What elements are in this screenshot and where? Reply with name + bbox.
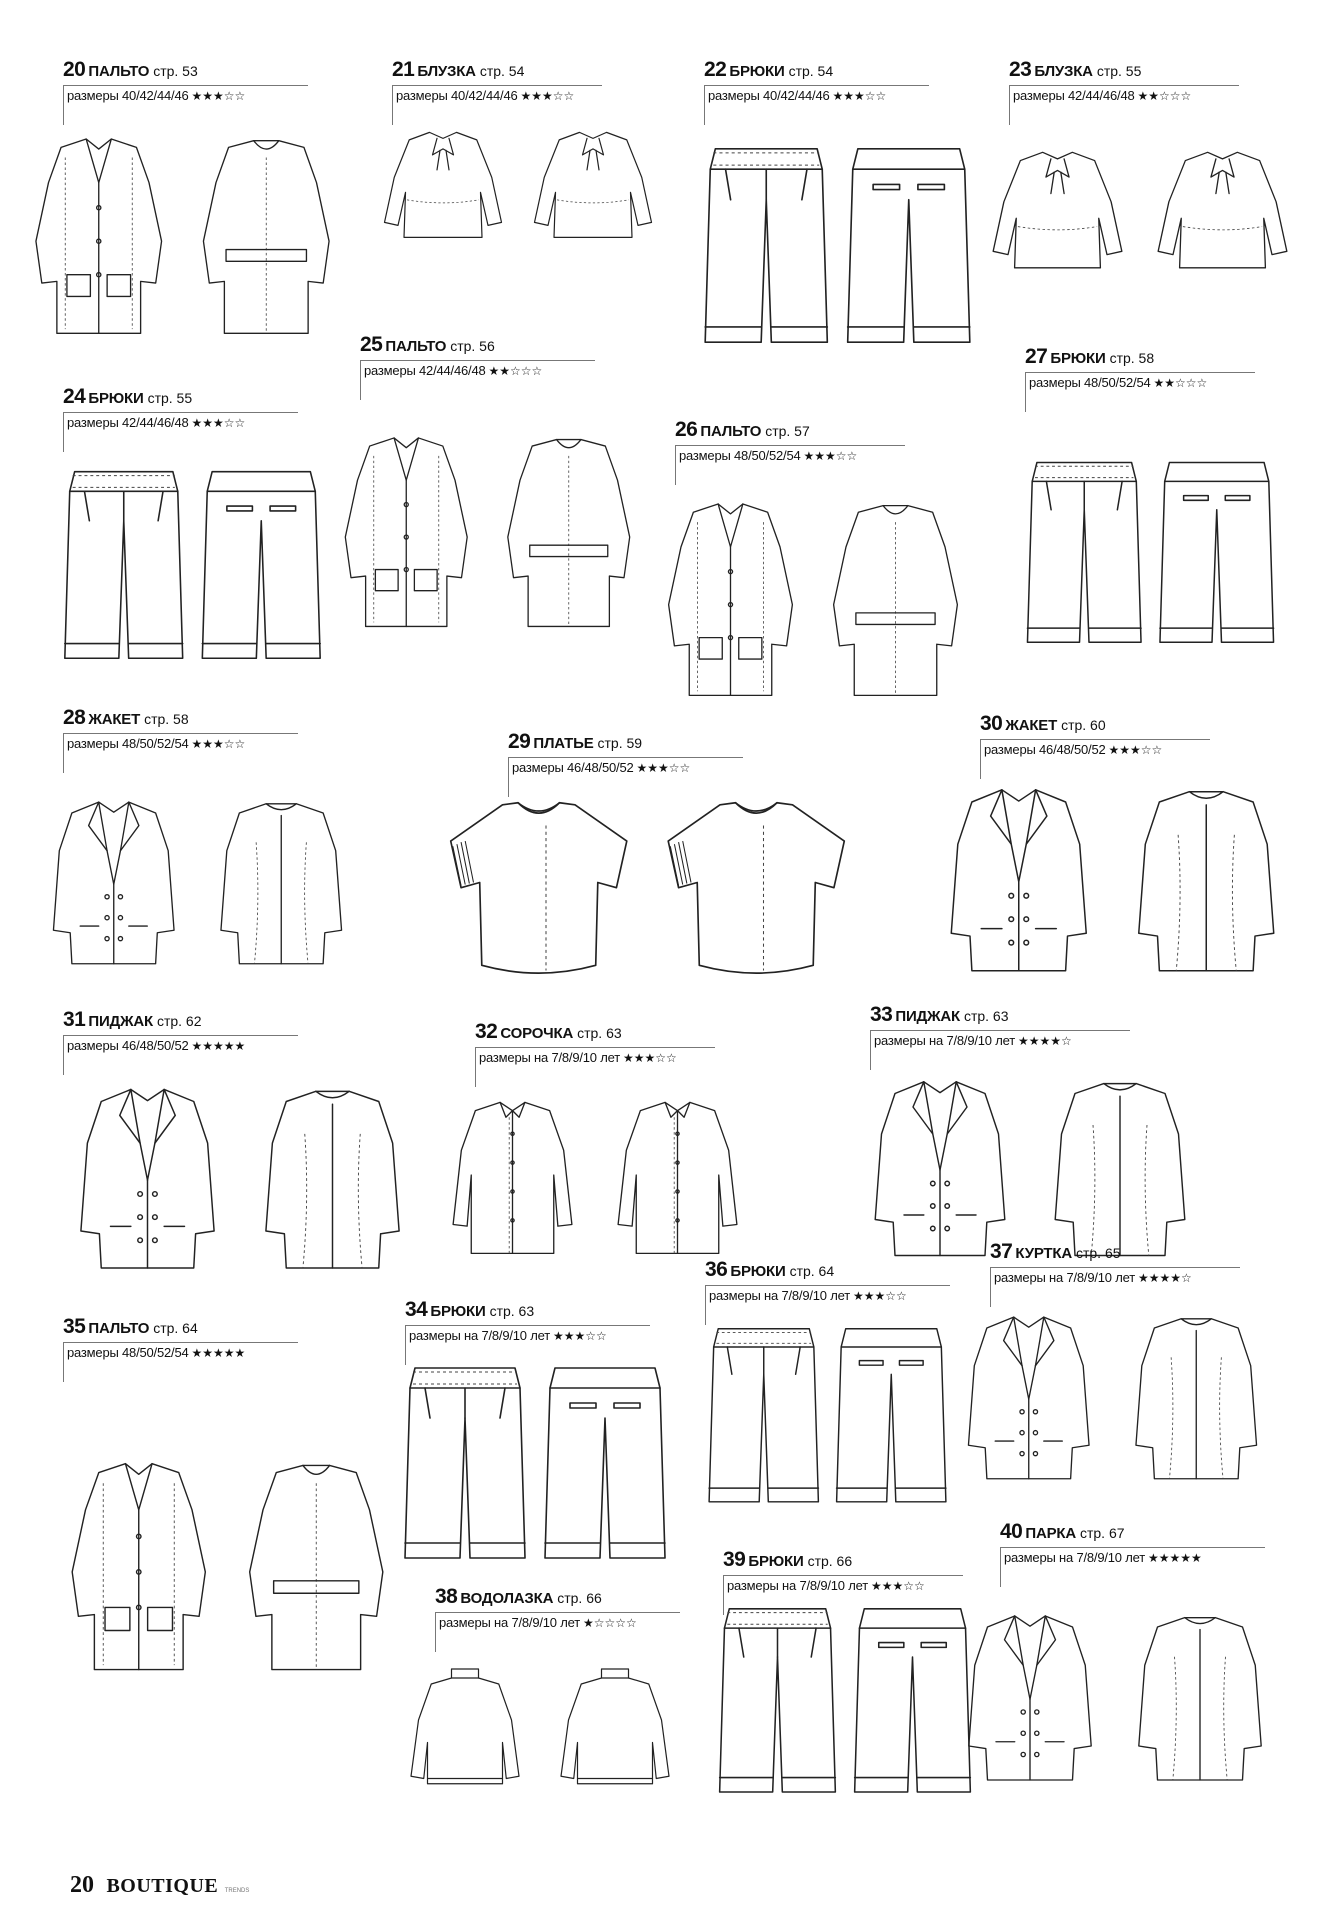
garment-technical-drawing: [700, 1308, 955, 1518]
difficulty-stars: ★★★★☆: [1017, 1034, 1072, 1048]
model-number: 36: [705, 1258, 728, 1281]
heading-rule-horizontal: [405, 1325, 650, 1326]
sizes-line: [874, 1033, 1072, 1048]
difficulty-stars: ★★★★★: [191, 1346, 246, 1360]
garment-technical-drawing: [390, 1635, 690, 1820]
pattern-heading: [63, 385, 192, 409]
pattern-heading: [1000, 1520, 1125, 1544]
front-and-back-view: [395, 1348, 675, 1573]
pattern-heading: [704, 58, 833, 82]
sizes-text: размеры на 7/8/9/10 лет: [727, 1578, 868, 1593]
model-number: 25: [360, 333, 383, 356]
heading-rule-horizontal: [392, 85, 602, 86]
model-number: 33: [870, 1003, 893, 1026]
garment-technical-drawing: [695, 108, 980, 378]
sizes-line: [709, 1288, 907, 1303]
pattern-heading: [405, 1298, 534, 1322]
garment-name: ПАЛЬТО: [385, 338, 447, 355]
garment-technical-drawing: [368, 108, 668, 258]
sizes-line: [679, 448, 857, 463]
difficulty-stars: ★★★★★: [191, 1039, 246, 1053]
page-reference: стр. 57: [765, 423, 810, 439]
page-reference: стр. 54: [788, 63, 834, 79]
sizes-line: [994, 1270, 1192, 1285]
sizes-text: размеры на 7/8/9/10 лет: [1004, 1550, 1145, 1565]
sizes-line: [409, 1328, 607, 1343]
page-reference: стр. 62: [156, 1013, 202, 1029]
pattern-heading: [508, 730, 642, 754]
sizes-line: [708, 88, 886, 103]
heading-rule-horizontal: [990, 1267, 1240, 1268]
front-and-back-view: [648, 468, 978, 733]
front-and-back-view: [945, 1570, 1285, 1820]
front-and-back-view: [30, 755, 365, 1005]
front-and-back-view: [975, 108, 1305, 308]
garment-name: СОРОЧКА: [500, 1025, 574, 1042]
pattern-heading: [475, 1020, 622, 1044]
difficulty-stars: ★★★☆☆: [520, 89, 575, 103]
garment-technical-drawing: [975, 108, 1305, 308]
pattern-heading: [675, 418, 810, 442]
heading-rule-horizontal: [1009, 85, 1239, 86]
pattern-heading: [63, 706, 189, 730]
sizes-text: размеры 42/44/46/48: [364, 363, 486, 378]
model-number: 31: [63, 1008, 86, 1031]
sizes-line: [512, 760, 690, 775]
garment-name: ВОДОЛАЗКА: [460, 1590, 554, 1607]
magazine-logo: BOUTIQUE: [106, 1875, 219, 1897]
heading-rule-horizontal: [63, 1035, 298, 1036]
difficulty-stars: ★★★☆☆: [852, 1289, 907, 1303]
pattern-heading: [435, 1585, 602, 1609]
page-reference: стр. 64: [153, 1320, 198, 1336]
page-reference: стр. 60: [1061, 717, 1106, 733]
sizes-line: [67, 1038, 245, 1053]
heading-rule-horizontal: [508, 757, 743, 758]
sizes-line: [67, 1345, 245, 1360]
page-reference: стр. 65: [1075, 1245, 1121, 1261]
sizes-line: [984, 742, 1162, 757]
model-number: 23: [1009, 58, 1032, 81]
garment-name: ПАРКА: [1025, 1525, 1076, 1542]
page-reference: стр. 58: [1109, 350, 1155, 366]
garment-name: КУРТКА: [1015, 1245, 1072, 1262]
page-footer: [70, 1872, 249, 1899]
page-reference: стр. 58: [144, 711, 189, 727]
heading-rule-horizontal: [63, 1342, 298, 1343]
garment-name: БЛУЗКА: [1034, 63, 1093, 80]
garment-technical-drawing: [648, 468, 978, 733]
heading-rule-horizontal: [63, 85, 308, 86]
sizes-text: размеры на 7/8/9/10 лет: [409, 1328, 550, 1343]
front-and-back-view: [55, 1058, 425, 1293]
heading-rule-horizontal: [475, 1047, 715, 1048]
garment-technical-drawing: [395, 1348, 675, 1573]
difficulty-stars: ★★★☆☆: [191, 737, 246, 751]
model-number: 28: [63, 706, 86, 729]
difficulty-stars: ★★★★★: [1147, 1551, 1202, 1565]
garment-name: ЖАКЕТ: [1005, 717, 1058, 734]
model-number: 26: [675, 418, 698, 441]
model-number: 30: [980, 712, 1003, 735]
garment-name: БРЮКИ: [430, 1303, 486, 1320]
garment-technical-drawing: [945, 1290, 1280, 1500]
heading-rule-horizontal: [705, 1285, 950, 1286]
garment-name: ПИДЖАК: [88, 1013, 153, 1030]
sizes-text: размеры на 7/8/9/10 лет: [439, 1615, 580, 1630]
sizes-line: [727, 1578, 925, 1593]
sizes-line: [67, 88, 245, 103]
garment-technical-drawing: [55, 1058, 425, 1293]
page-reference: стр. 56: [450, 338, 495, 354]
garment-technical-drawing: [1018, 395, 1283, 705]
sizes-text: размеры 40/42/44/46: [67, 88, 189, 103]
front-and-back-view: [430, 780, 865, 985]
model-number: 20: [63, 58, 86, 81]
heading-rule-horizontal: [63, 733, 298, 734]
model-number: 40: [1000, 1520, 1023, 1543]
sizes-line: [479, 1050, 677, 1065]
garment-technical-drawing: [325, 383, 650, 683]
sizes-line: [439, 1615, 637, 1630]
front-and-back-view: [368, 108, 668, 258]
page-reference: стр. 54: [479, 63, 525, 79]
pattern-heading: [705, 1258, 834, 1282]
difficulty-stars: ★★☆☆☆: [1153, 376, 1208, 390]
front-and-back-view: [325, 383, 650, 683]
front-and-back-view: [390, 1635, 690, 1820]
difficulty-stars: ★★★☆☆: [622, 1051, 677, 1065]
pattern-heading: [392, 58, 524, 82]
garment-technical-drawing: [430, 1070, 760, 1280]
sizes-text: размеры на 7/8/9/10 лет: [874, 1033, 1015, 1048]
sizes-line: [364, 363, 542, 378]
garment-name: БРЮКИ: [730, 1263, 786, 1280]
front-and-back-view: [50, 1365, 405, 1770]
sizes-text: размеры 46/48/50/52: [512, 760, 634, 775]
model-number: 37: [990, 1240, 1013, 1263]
pattern-heading: [980, 712, 1106, 736]
sizes-line: [396, 88, 574, 103]
difficulty-stars: ★★★☆☆: [636, 761, 691, 775]
sizes-text: размеры 40/42/44/46: [396, 88, 518, 103]
pattern-heading: [723, 1548, 852, 1572]
page-reference: стр. 63: [489, 1303, 535, 1319]
difficulty-stars: ★★★☆☆: [191, 416, 246, 430]
difficulty-stars: ★★☆☆☆: [488, 364, 543, 378]
model-number: 38: [435, 1585, 458, 1608]
difficulty-stars: ★★★★☆: [1137, 1271, 1192, 1285]
front-and-back-view: [710, 1598, 980, 1798]
pattern-heading: [990, 1240, 1121, 1264]
garment-technical-drawing: [710, 1598, 980, 1798]
garment-name: БЛУЗКА: [417, 63, 476, 80]
garment-technical-drawing: [430, 780, 865, 985]
sizes-text: размеры на 7/8/9/10 лет: [479, 1050, 620, 1065]
garment-technical-drawing: [30, 755, 365, 1005]
page-reference: стр. 55: [147, 390, 193, 406]
sizes-text: размеры на 7/8/9/10 лет: [709, 1288, 850, 1303]
pattern-heading: [63, 58, 198, 82]
heading-rule-horizontal: [980, 739, 1210, 740]
difficulty-stars: ★★★☆☆: [191, 89, 246, 103]
heading-rule-horizontal: [704, 85, 929, 86]
garment-name: БРЮКИ: [88, 390, 144, 407]
heading-rule-horizontal: [675, 445, 905, 446]
front-and-back-view: [695, 108, 980, 378]
heading-rule-horizontal: [360, 360, 595, 361]
garment-name: БРЮКИ: [1050, 350, 1106, 367]
pattern-heading: [360, 333, 495, 357]
pattern-heading: [63, 1008, 202, 1032]
sizes-text: размеры 42/44/46/48: [1013, 88, 1135, 103]
garment-technical-drawing: [945, 1570, 1285, 1820]
page-reference: стр. 55: [1096, 63, 1142, 79]
model-number: 27: [1025, 345, 1048, 368]
heading-rule-horizontal: [435, 1612, 680, 1613]
sizes-line: [1029, 375, 1207, 390]
sizes-line: [67, 736, 245, 751]
front-and-back-view: [15, 108, 350, 366]
heading-rule-horizontal: [1025, 372, 1255, 373]
front-and-back-view: [945, 1290, 1280, 1500]
sizes-text: размеры 48/50/52/54: [67, 736, 189, 751]
page-reference: стр. 53: [153, 63, 198, 79]
sizes-text: размеры 46/48/50/52: [984, 742, 1106, 757]
model-number: 29: [508, 730, 531, 753]
page-number: 20: [70, 1872, 94, 1898]
sizes-text: размеры 40/42/44/46: [708, 88, 830, 103]
page-reference: стр. 63: [963, 1008, 1009, 1024]
garment-technical-drawing: [55, 435, 330, 690]
garment-name: ЖАКЕТ: [88, 711, 141, 728]
sizes-text: размеры 46/48/50/52: [67, 1038, 189, 1053]
front-and-back-view: [700, 1308, 955, 1518]
sizes-line: [1013, 88, 1191, 103]
sizes-line: [67, 415, 245, 430]
garment-technical-drawing: [15, 108, 350, 366]
garment-technical-drawing: [50, 1365, 405, 1770]
heading-rule-horizontal: [723, 1575, 963, 1576]
model-number: 34: [405, 1298, 428, 1321]
garment-name: ПЛАТЬЕ: [533, 735, 594, 752]
difficulty-stars: ★★★☆☆: [803, 449, 858, 463]
garment-name: ПИДЖАК: [895, 1008, 960, 1025]
difficulty-stars: ★★☆☆☆: [1137, 89, 1192, 103]
sizes-text: размеры 48/50/52/54: [67, 1345, 189, 1360]
page-reference: стр. 67: [1079, 1525, 1125, 1541]
magazine-logo-sub: TRENDS: [224, 1888, 250, 1894]
difficulty-stars: ★★★☆☆: [832, 89, 887, 103]
model-number: 35: [63, 1315, 86, 1338]
garment-name: БРЮКИ: [748, 1553, 804, 1570]
model-number: 24: [63, 385, 86, 408]
model-number: 32: [475, 1020, 498, 1043]
heading-rule-horizontal: [63, 412, 298, 413]
sizes-text: размеры на 7/8/9/10 лет: [994, 1270, 1135, 1285]
front-and-back-view: [1018, 395, 1283, 705]
sizes-text: размеры 42/44/46/48: [67, 415, 189, 430]
page-reference: стр. 66: [807, 1553, 853, 1569]
sizes-text: размеры 48/50/52/54: [1029, 375, 1151, 390]
garment-name: ПАЛЬТО: [88, 63, 150, 80]
garment-name: ПАЛЬТО: [88, 1320, 150, 1337]
pattern-heading: [63, 1315, 198, 1339]
model-number: 22: [704, 58, 727, 81]
pattern-heading: [870, 1003, 1009, 1027]
front-and-back-view: [430, 1070, 760, 1280]
difficulty-stars: ★☆☆☆☆: [582, 1616, 637, 1630]
front-and-back-view: [925, 762, 1300, 992]
garment-name: БРЮКИ: [729, 63, 785, 80]
pattern-heading: [1009, 58, 1141, 82]
front-and-back-view: [55, 435, 330, 690]
page-reference: стр. 63: [577, 1025, 622, 1041]
sizes-text: размеры 48/50/52/54: [679, 448, 801, 463]
model-number: 21: [392, 58, 415, 81]
difficulty-stars: ★★★☆☆: [1108, 743, 1163, 757]
garment-name: ПАЛЬТО: [700, 423, 762, 440]
garment-technical-drawing: [925, 762, 1300, 992]
heading-rule-horizontal: [1000, 1547, 1265, 1548]
page-reference: стр. 66: [557, 1590, 602, 1606]
difficulty-stars: ★★★☆☆: [870, 1579, 925, 1593]
heading-rule-horizontal: [870, 1030, 1130, 1031]
model-number: 39: [723, 1548, 746, 1571]
pattern-heading: [1025, 345, 1154, 369]
page-reference: стр. 59: [597, 735, 643, 751]
page-reference: стр. 64: [789, 1263, 835, 1279]
difficulty-stars: ★★★☆☆: [552, 1329, 607, 1343]
sizes-line: [1004, 1550, 1202, 1565]
